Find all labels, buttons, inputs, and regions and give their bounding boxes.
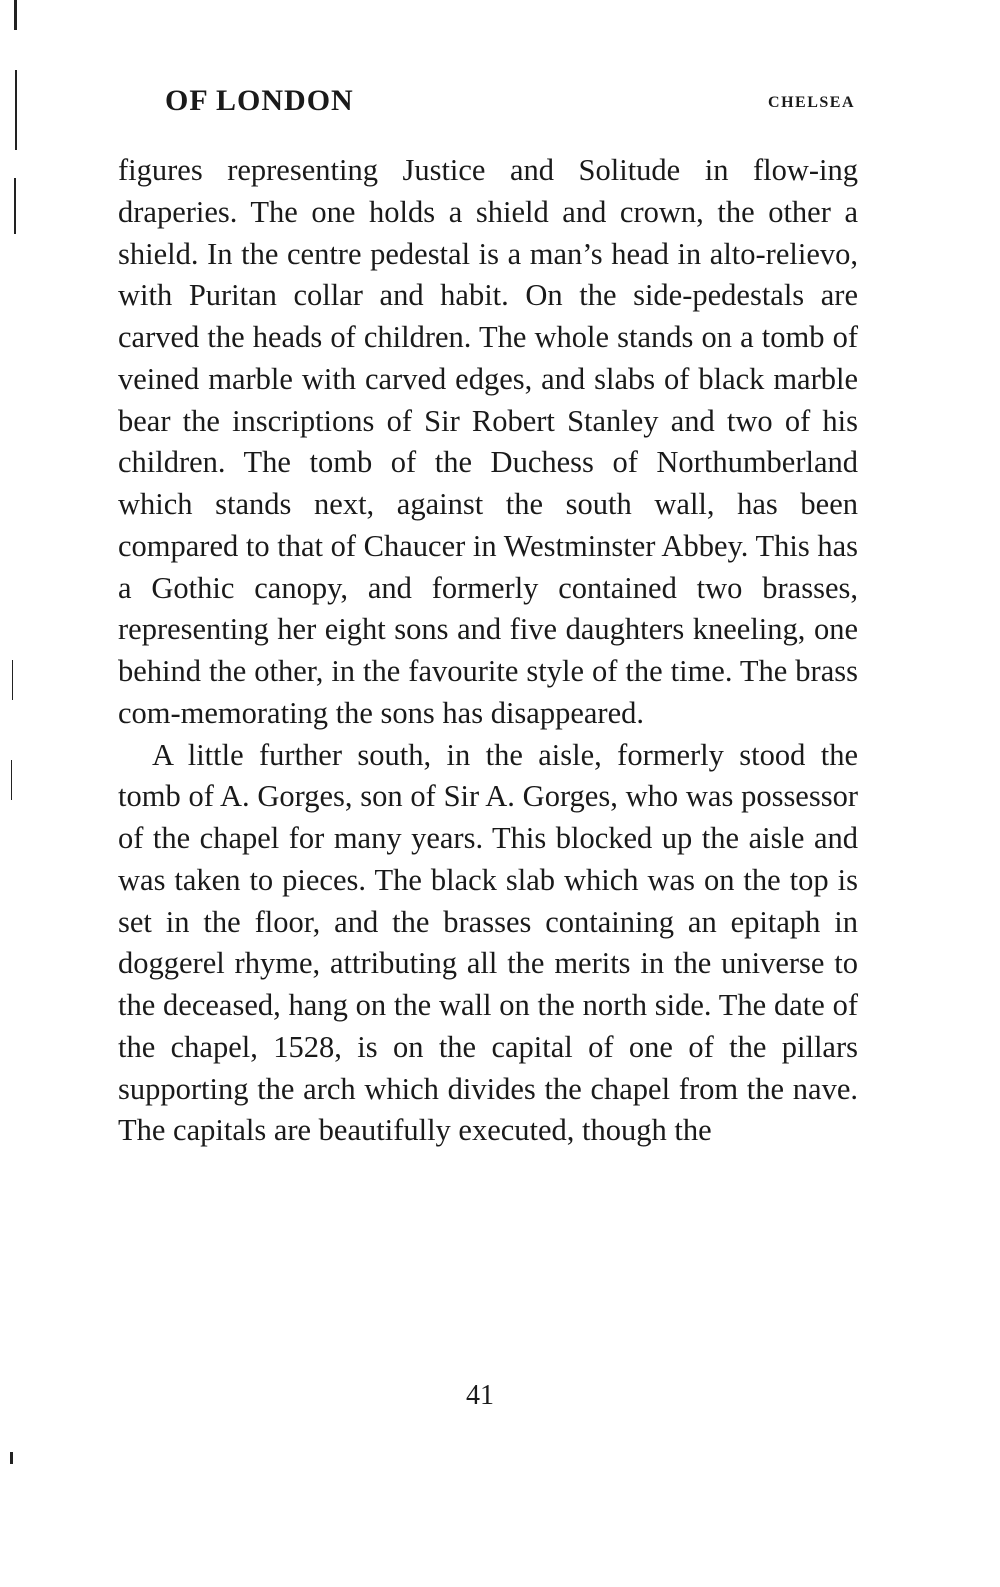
scan-artifact — [11, 760, 12, 800]
body-text — [118, 150, 858, 1152]
paragraph: A little further south, in the aisle, formerly stood the tomb of A. Gorges, son of Sir A. Gorges, who was possessor of the chapel for many years. This blocked up the aisle and was taken to pieces. The black slab which was on the top is set in the floor, and the brasses containing an epitaph in doggerel rhyme, attributing all the merits in the universe to the deceased, hang on the wall on the north side. The date of the chapel, 1528, is on the capital of one of the pillars supporting the arch which divides the chapel from the nave. The capitals are beautifully executed, though the — [118, 737, 858, 1148]
scan-artifact — [15, 70, 17, 150]
running-head-title: OF LONDON — [165, 84, 354, 117]
paragraph: figures representing Justice and Solitude in flow-ing draperies. The one holds a shield and crown, the other a shield. In the centre pedestal is a man’s head in alto-relievo, with Puritan collar and habit. On the side-pedestals are carved the heads of children. The whole stands on a tomb of veined marble with carved edges, and slabs of black marble bear the inscriptions of Sir Robert Stanley and two of his children. The tomb of the Duchess of Northumberland which stands next, against the south wall, has been compared to that of Chaucer in Westminster Abbey. This has a Gothic canopy, and formerly contained two brasses, representing her eight sons and five daughters kneeling, one behind the other, in the favourite style of the time. The brass com-memorating the sons has disappeared. — [118, 153, 858, 730]
scan-artifact — [14, 0, 17, 30]
scan-artifact — [12, 660, 13, 700]
page-number: 41 — [466, 1380, 494, 1411]
scan-artifact — [10, 1452, 13, 1464]
scan-artifact — [14, 178, 16, 234]
running-head-section: CHELSEA — [768, 94, 855, 111]
